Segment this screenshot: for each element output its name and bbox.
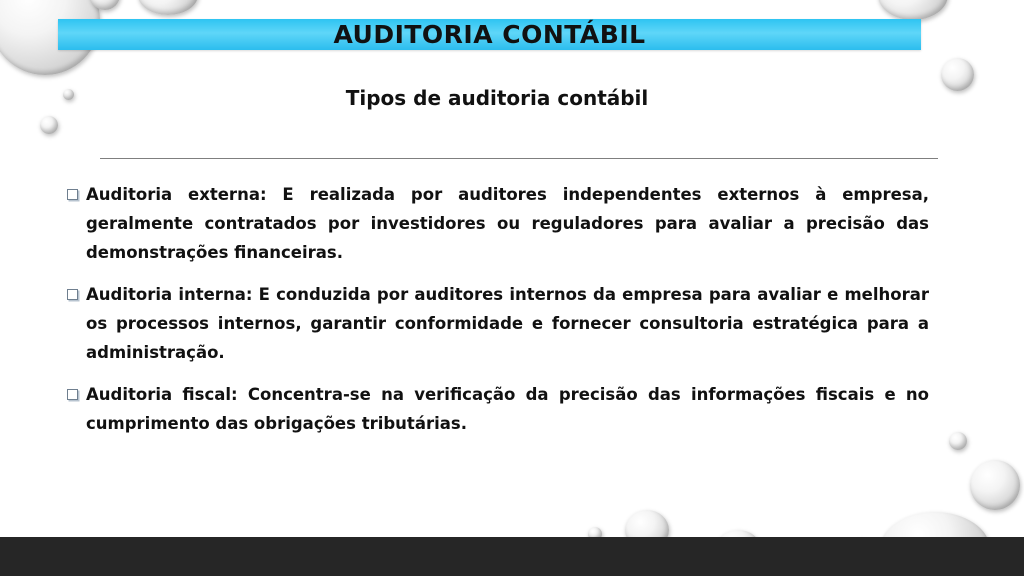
checkbox-square-icon: [67, 389, 78, 400]
bullet-text: Auditoria externa: E realizada por auditores independentes externos à empresa, geralmente contratados por investidores ou reguladores para avaliar a precisão das demonstrações financeiras.: [86, 185, 929, 262]
bullet-text: Auditoria fiscal: Concentra-se na verificação da precisão das informações fiscais e no cumprimento das obrigações tributárias.: [86, 385, 929, 433]
checkbox-square-icon: [67, 289, 78, 300]
bullet-list: [67, 180, 929, 451]
footer-bar: [0, 537, 1024, 576]
water-drop-icon: [138, 0, 198, 15]
list-item: [67, 180, 929, 267]
title-band: [58, 19, 921, 50]
slide-subtitle: Tipos de auditoria contábil: [345, 86, 649, 110]
water-drop-icon: [878, 0, 948, 20]
water-drop-icon: [949, 432, 967, 450]
checkbox-square-icon: [67, 189, 78, 200]
water-drop-icon: [63, 89, 74, 100]
divider-line: [100, 158, 938, 159]
water-drop-icon: [941, 58, 974, 91]
water-drop-icon: [970, 460, 1020, 510]
water-drop-icon: [40, 116, 58, 134]
list-item: [67, 380, 929, 438]
bullet-text: Auditoria interna: E conduzida por auditores internos da empresa para avaliar e melhorar os processos internos, garantir conformidade e fornecer consultoria estratégica para a administração.: [86, 285, 929, 362]
slide-title: AUDITORIA CONTÁBIL: [333, 20, 646, 49]
list-item: [67, 280, 929, 367]
